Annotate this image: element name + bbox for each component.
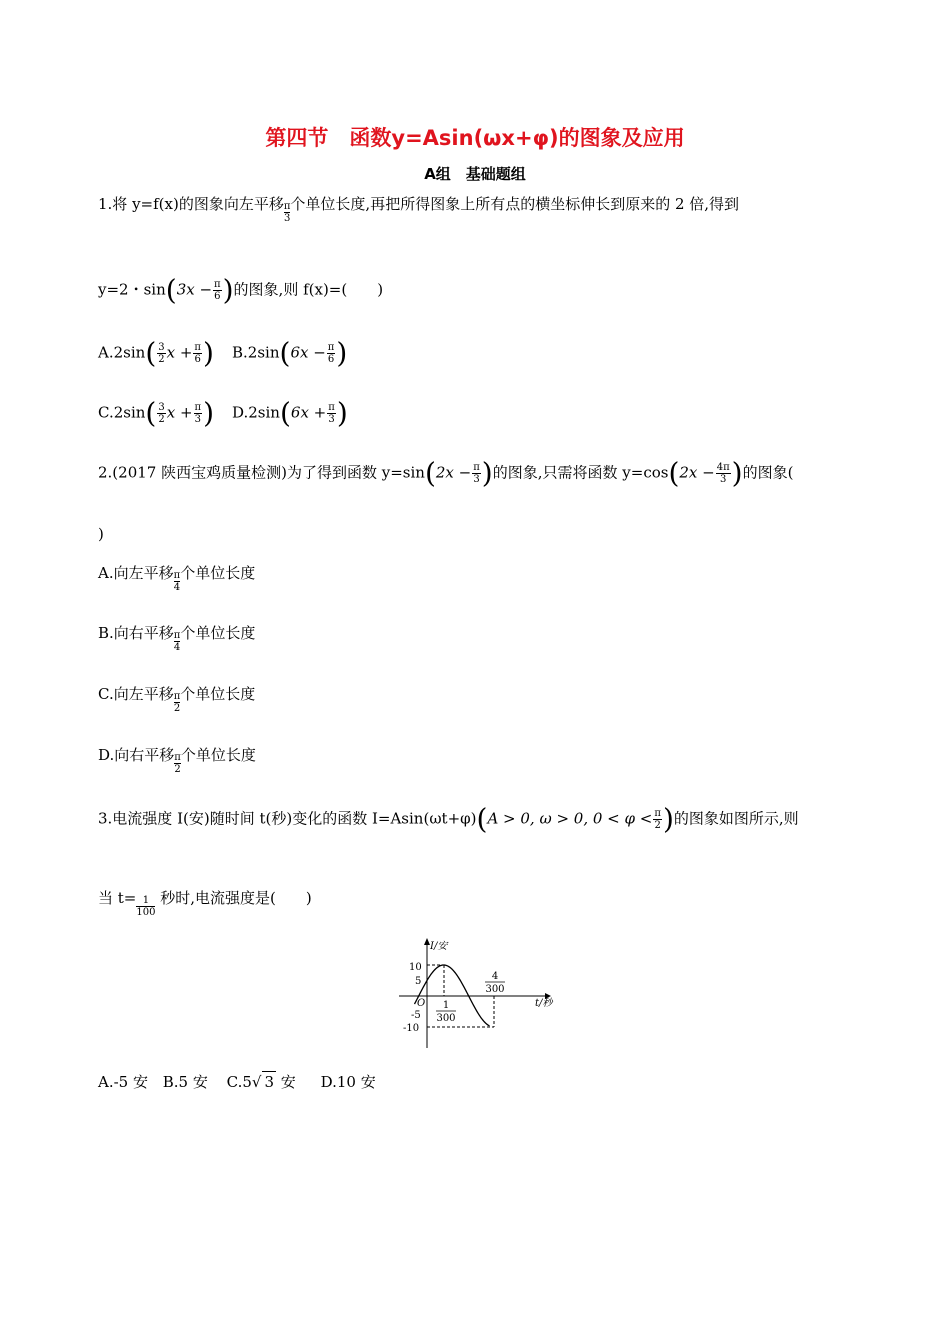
page-title: 第四节 函数y=Asin(ωx+φ)的图象及应用 — [265, 126, 685, 150]
tick-label-10: 10 — [409, 962, 422, 973]
fraction: $\frac{\pi}{3}$ — [283, 201, 291, 224]
q2-option-c: C.向左平移 $\frac{\pi}{2}$ 个单位长度 — [98, 685, 256, 714]
q3-line2: 当 t= $\frac{1}{100}$ 秒时,电流强度是( ) — [98, 889, 312, 918]
fraction: $\frac{\pi}{3}$ — [473, 462, 480, 485]
svg-text:300: 300 — [485, 984, 505, 995]
math-expr: 3x − — [176, 280, 213, 299]
current-graph-figure — [395, 935, 555, 1050]
svg-text:1: 1 — [442, 1000, 450, 1011]
q1-text: 个单位长度,再把所得图象上所有点的横坐标伸长到原来的 2 倍,得到 — [290, 195, 740, 213]
q3-option-b: B.5 安 — [162, 1073, 208, 1091]
fraction: $\frac{4\pi}{3}$ — [716, 462, 730, 485]
q2-line2: ) — [98, 525, 104, 543]
q1-option-b: B.2sin(6x − $\frac{\pi}{6}$ ) — [232, 336, 348, 370]
svg-text:4: 4 — [491, 971, 499, 982]
fraction: $\frac{\pi}{6}$ — [194, 342, 201, 365]
q3-option-c: C.5√ 3 安 — [226, 1073, 296, 1091]
fraction: $\frac{\pi}{2}$ — [174, 752, 181, 775]
tick-label-5: 5 — [415, 976, 422, 987]
q1-line2: y=2・sin(3x − $\frac{\pi}{6}$ )的图象,则 f(x)=( ) — [98, 273, 384, 307]
q1-option-c: C.2sin( $\frac{3}{2}$ x + $\frac{\pi}{3}$ ) — [98, 396, 215, 430]
q3-line1: 3.电流强度 I(安)随时间 t(秒)变化的函数 I=Asin(ωt+φ)(A > 0, ω > 0, 0 < φ < $\frac{\pi}{2}$ )的图象如图所示,则 — [98, 802, 799, 836]
q3-option-d: D.10 安 — [320, 1073, 376, 1091]
q3-option-a: A.-5 安 — [98, 1073, 148, 1091]
fraction: $\frac{\pi}{3}$ — [194, 402, 202, 425]
fraction: $\frac{\pi}{3}$ — [328, 402, 335, 425]
fraction: $\frac{\pi}{6}$ — [327, 342, 335, 365]
q1-option-a: A.2sin( $\frac{3}{2}$ x + $\frac{\pi}{6}$ ) — [98, 336, 214, 370]
fraction: $\frac{1}{100}$ — [136, 895, 156, 918]
fraction: $\frac{\pi}{2}$ — [173, 691, 181, 714]
q1-text: 的图象,则 f(x)=( ) — [233, 280, 384, 299]
q1-text: y=2・sin — [98, 280, 166, 299]
x-label-1-300 — [436, 1000, 456, 1024]
q2-option-a: A.向左平移 $\frac{\pi}{4}$ 个单位长度 — [98, 564, 256, 593]
q2-option-d: D.向右平移 $\frac{\pi}{2}$ 个单位长度 — [98, 746, 256, 775]
group-heading: A组 基础题组 — [424, 165, 526, 183]
x-axis-label: t/秒 — [535, 998, 553, 1009]
fraction: $\frac{\pi}{6}$ — [214, 279, 221, 302]
q3-options — [98, 1071, 376, 1092]
sqrt-sign: √ — [251, 1073, 262, 1091]
x-label-4-300 — [485, 971, 505, 995]
y-axis-label: I/安 — [430, 941, 448, 952]
fraction: $\frac{3}{2}$ — [158, 402, 165, 425]
q1-line1 — [98, 194, 739, 224]
origin-label: O — [417, 998, 426, 1009]
q2-line1: 2.(2017 陕西宝鸡质量检测)为了得到函数 y=sin(2x − $\frac{\pi}{3}$ )的图象,只需将函数 y=cos(2x − $\frac{4\pi}{3}$ )的图象( — [98, 456, 794, 490]
q2-option-b: B.向右平移 $\frac{\pi}{4}$ 个单位长度 — [98, 624, 256, 653]
fraction: $\frac{\pi}{4}$ — [173, 570, 181, 593]
q1-option-d: D.2sin(6x + $\frac{\pi}{3}$ ) — [232, 396, 348, 430]
fraction: $\frac{\pi}{4}$ — [173, 630, 181, 653]
tick-label-m10: -10 — [403, 1023, 420, 1034]
svg-text:300: 300 — [436, 1013, 456, 1024]
q1-text: 1.将 y=f(x)的图象向左平移 — [98, 195, 284, 213]
tick-label-m5: -5 — [411, 1010, 421, 1021]
fraction: $\frac{3}{2}$ — [158, 342, 165, 365]
fraction: $\frac{\pi}{2}$ — [654, 808, 661, 831]
